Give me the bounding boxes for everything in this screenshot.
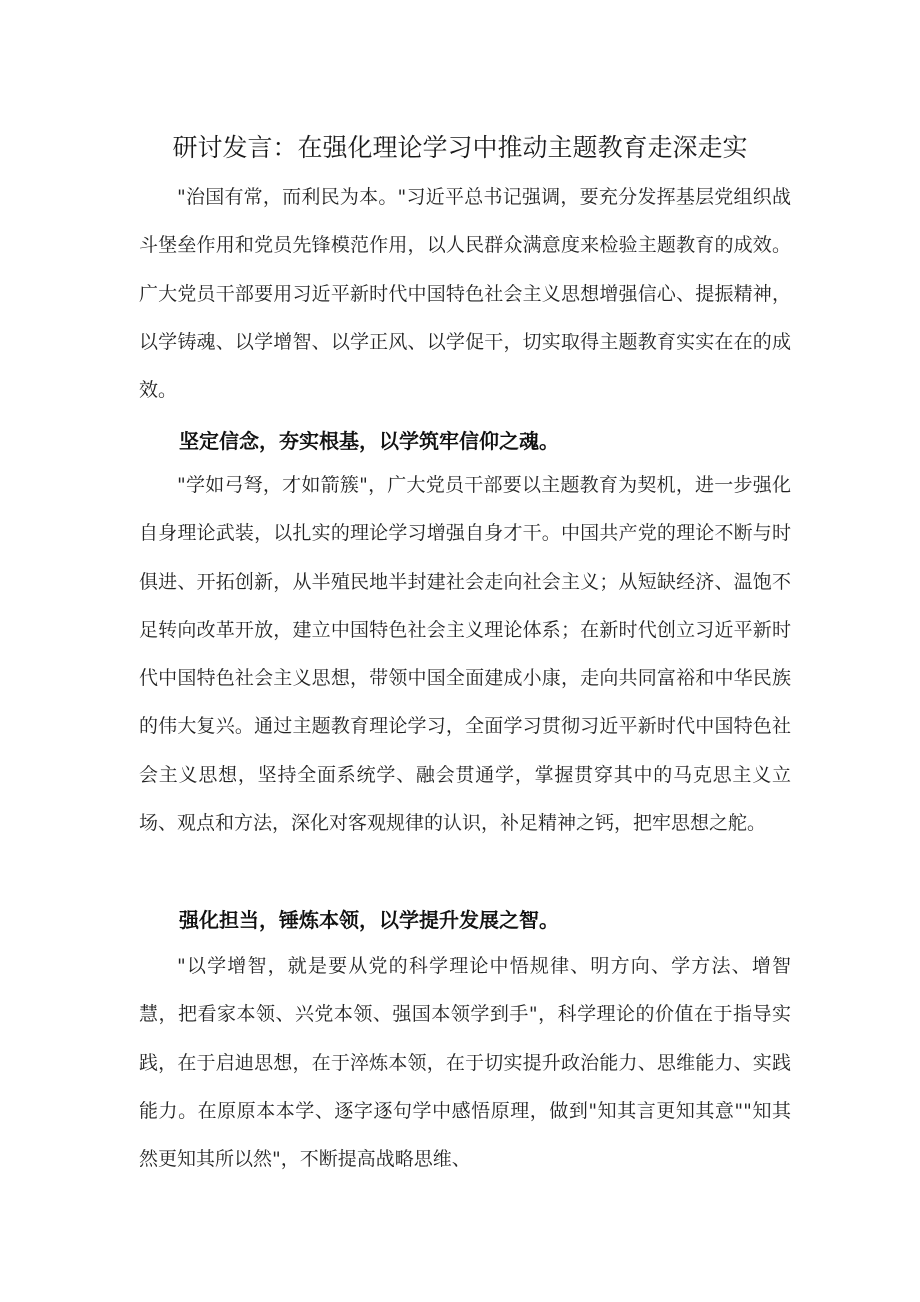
paragraph-wisdom: "以学增智，就是要从党的科学理论中悟规律、明方向、学方法、增智慧，把看家本领、兴党本领、强国本领学到手"，科学理论的价值在于指导实践，在于启迪思想，在于淬炼本领，在于切实提升政治能力、思维能力、实践能力。在原原本本学、逐字逐句学中感悟原理，做到"知其言更知其意""知其然更知其所以然"，不断提高战略思维、 — [139, 955, 791, 1171]
paragraph-faith: "学如弓弩，才如箭簇"，广大党员干部要以主题教育为契机，进一步强化自身理论武装，以扎实的理论学习增强自身才干。中国共产党的理论不断与时俱进、开拓创新，从半殖民地半封建社会走向社会主义；从短缺经济、温饱不足转向改革开放，建立中国特色社会主义理论体系；在新时代创立习近平新时代中国特色社会主义思想，带领中国全面建成小康，走向共同富裕和中华民族的伟大复兴。通过主题教育理论学习，全面学习贯彻习近平新时代中国特色社会主义思想，坚持全面系统学、融会贯通学，掌握贯穿其中的马克思主义立场、观点和方法，深化对客观规律的认识，补足精神之钙，把牢思想之舵。 — [139, 474, 791, 835]
section-heading-faith: 坚定信念，夯实根基，以学筑牢信仰之魂。 — [179, 429, 559, 453]
paragraph-intro: "治国有常，而利民为本。"习近平总书记强调，要充分发挥基层党组织战斗堡垒作用和党员先锋模范作用，以人民群众满意度来检验主题教育的成效。广大党员干部要用习近平新时代中国特色社会主义思想增强信心、提振精神，以学铸魂、以学增智、以学正风、以学促干，切实取得主题教育实实在在的成效。 — [139, 186, 791, 402]
document-title: 研讨发言：在强化理论学习中推动主题教育走深走实 — [172, 133, 748, 162]
section-heading-wisdom: 强化担当，锤炼本领，以学提升发展之智。 — [179, 908, 559, 932]
